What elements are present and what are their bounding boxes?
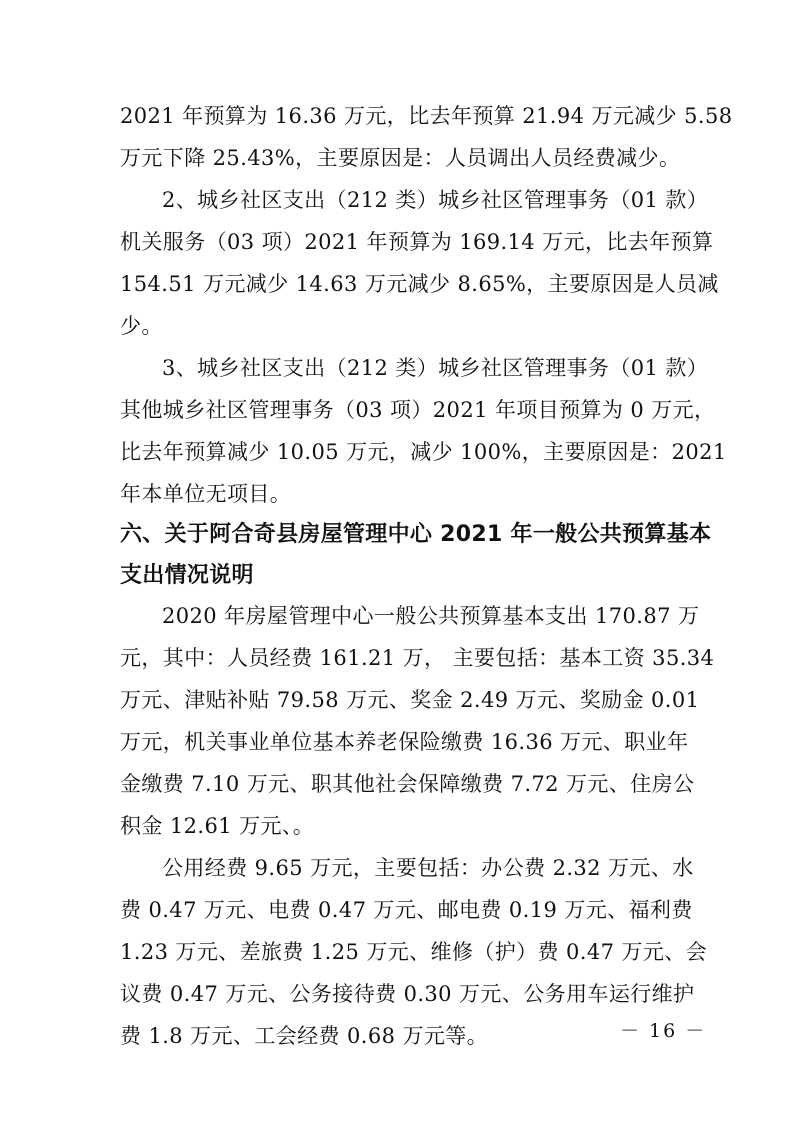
paragraph-line: 万元，机关事业单位基本养老保险缴费 16.36 万元、职业年 <box>120 730 689 754</box>
paragraph-line: 公用经费 9.65 万元，主要包括：办公费 2.32 万元、水 <box>162 856 694 880</box>
paragraph-line: 2020 年房屋管理中心一般公共预算基本支出 170.87 万 <box>162 604 700 628</box>
paragraph-line: 其他城乡社区管理事务（03 项）2021 年项目预算为 0 万元， <box>120 398 716 422</box>
paragraph-line: 1.23 万元、差旅费 1.25 万元、维修（护）费 0.47 万元、会 <box>120 940 708 964</box>
paragraph-line: 机关服务（03 项）2021 年预算为 169.14 万元，比去年预算 <box>120 230 714 254</box>
paragraph-line: 年本单位无项目。 <box>120 482 292 506</box>
paragraph-line: 积金 12.61 万元、。 <box>120 814 315 838</box>
paragraph-line: 费 0.47 万元、电费 0.47 万元、邮电费 0.19 万元、福利费 <box>120 898 693 922</box>
paragraph-line: 154.51 万元减少 14.63 万元减少 8.65%，主要原因是人员减 <box>120 272 719 296</box>
paragraph-line: 2021 年预算为 16.36 万元，比去年预算 21.94 万元减少 5.58 <box>120 104 733 128</box>
paragraph-line: 金缴费 7.10 万元、职其他社会保障缴费 7.72 万元、住房公 <box>120 772 695 796</box>
paragraph-line: 万元、津贴补贴 79.58 万元、奖金 2.49 万元、奖励金 0.01 <box>120 688 700 712</box>
page-number: － 16 － <box>620 1020 707 1042</box>
paragraph-line: 议费 0.47 万元、公务接待费 0.30 万元、公务用车运行维护 <box>120 982 695 1006</box>
paragraph-line: 费 1.8 万元、工会经费 0.68 万元等。 <box>120 1024 489 1048</box>
paragraph-line: 元，其中：人员经费 161.21 万， 主要包括：基本工资 35.34 <box>120 646 715 670</box>
section-heading: 支出情况说明 <box>120 563 254 588</box>
paragraph-line: 3、城乡社区支出（212 类）城乡社区管理事务（01 款） <box>162 356 709 380</box>
paragraph-line: 万元下降 25.43%，主要原因是：人员调出人员经费减少。 <box>120 146 681 170</box>
paragraph-line: 2、城乡社区支出（212 类）城乡社区管理事务（01 款） <box>162 188 709 212</box>
paragraph-line: 少。 <box>120 314 163 338</box>
paragraph-line: 比去年预算减少 10.05 万元，减少 100%，主要原因是：2021 <box>120 440 727 464</box>
section-heading: 六、关于阿合奇县房屋管理中心 2021 年一般公共预算基本 <box>120 522 712 547</box>
